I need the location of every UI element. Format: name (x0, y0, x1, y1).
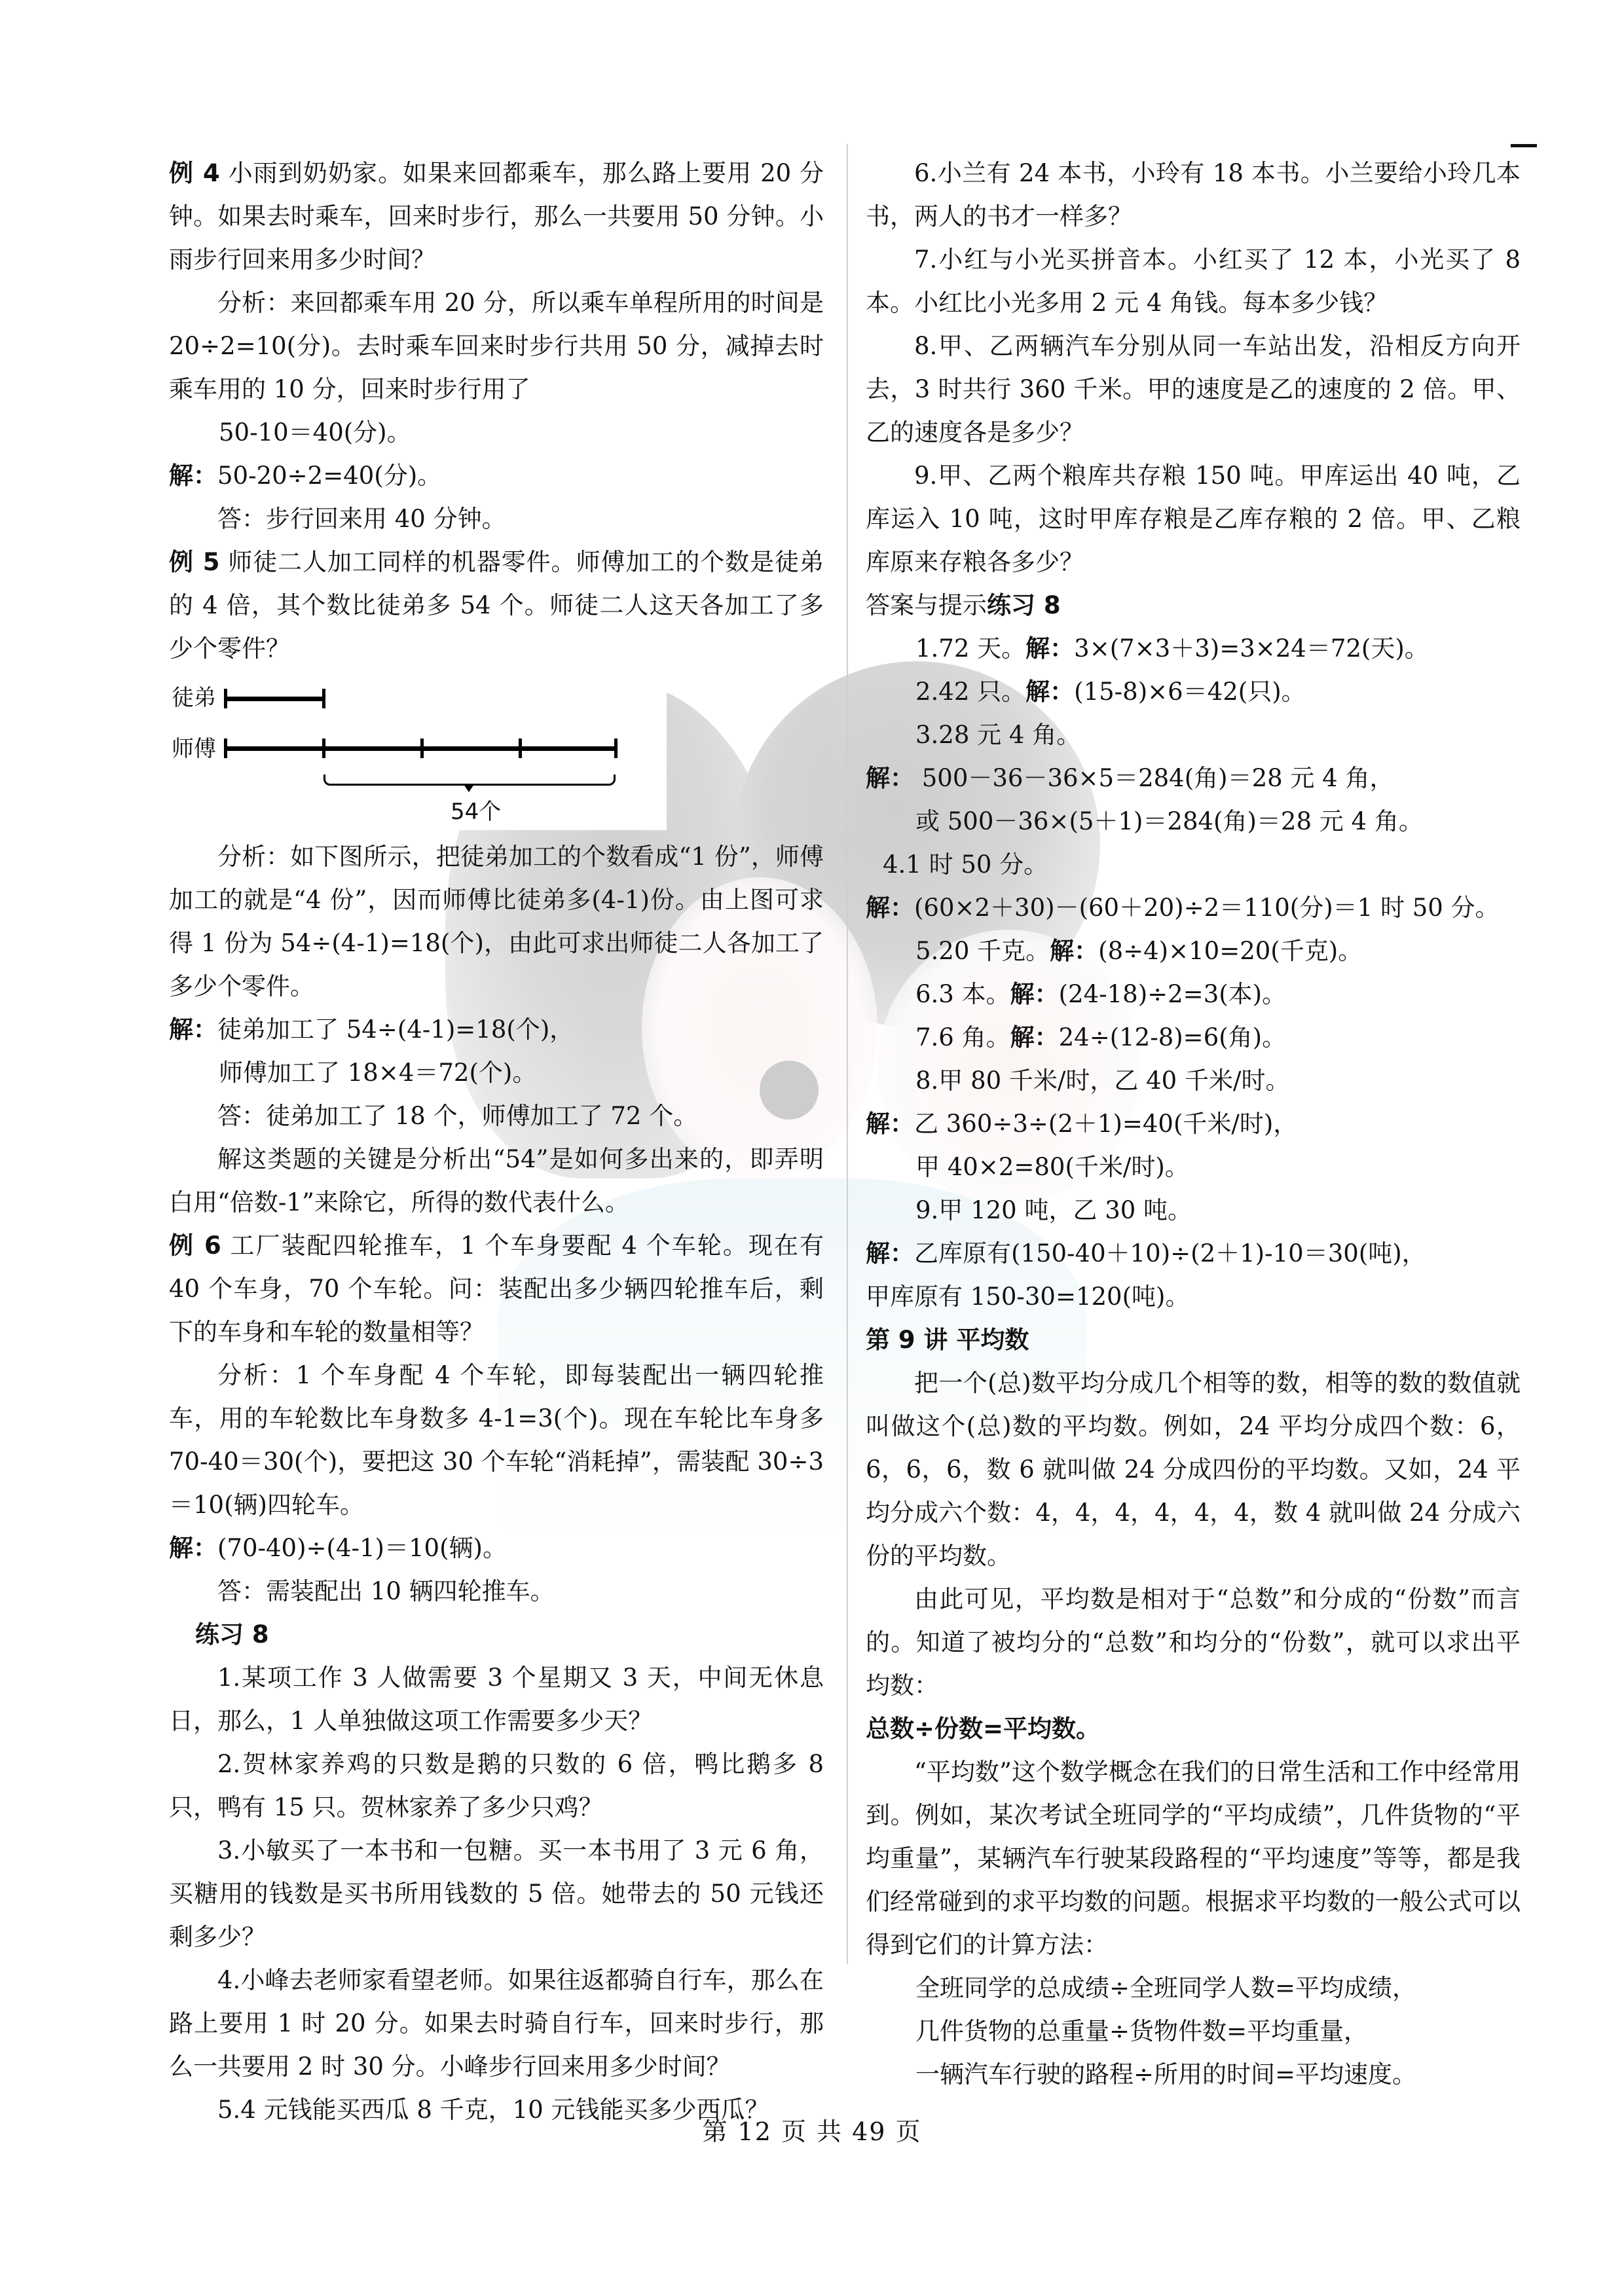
example-6-question: 例 6 工厂装配四轮推车，1 个车身要配 4 个车轮。现在有 40 个车身，70 个车轮。问：装配出多少辆四轮推车后，剩下的车身和车轮的数量相等？ (169, 1231, 824, 1346)
example-6-label: 例 6 (169, 1231, 221, 1260)
example-6 (169, 1224, 824, 1613)
exercise-item-4: 4.小峰去老师家看望老师。如果往返都骑自行车，那么在路上要用 1 时 20 分。如果去时骑自行车，回来时步行，那么一共要用 2 时 30 分。小峰步行回来用多少时间？ (169, 1966, 824, 2081)
example-5 (169, 541, 824, 1224)
lecture-9 (866, 1319, 1521, 2096)
example-5-analysis: 分析：如下图所示，把徒弟加工的个数看成“1 份”，师傅加工的就是“4 份”，因而师傅比徒弟多(4-1)份。由上图可求得 1 份为 54÷(4-1)=18(个)，由此可求出师徒二人各加工了多少个零件。 (169, 843, 824, 1000)
diagram-tick (614, 738, 618, 758)
answer-1: 1.72 天。解：3×(7×3＋3)=3×24＝72(天)。 (915, 634, 1429, 663)
example-5-question: 例 5 师徒二人加工同样的机器零件。师傅加工的个数是徒弟的 4 倍，其个数比徒弟多 54 个。师徒二人这天各加工了多少个零件？ (169, 548, 824, 663)
diagram-tick (322, 689, 325, 708)
exercise-8-title: 练习 8 (195, 1620, 269, 1649)
example-6-answer: 答：需装配出 10 辆四轮推车。 (217, 1577, 555, 1605)
formula-average-score: 全班同学的总成绩÷全班同学人数=平均成绩， (915, 1974, 1417, 2002)
exercise-8-continued (866, 152, 1521, 584)
answer-8-solution-1: 解：乙 360÷3÷(2＋1)=40(千米/时)， (866, 1110, 1298, 1138)
diagram-label-master: 师傅 (172, 736, 216, 762)
answer-9: 9.甲 120 吨，乙 30 吨。 (915, 1196, 1192, 1224)
answer-4: 4.1 时 50 分。 (883, 850, 1048, 879)
exercise-8 (169, 1613, 824, 2132)
example-5-label: 例 5 (169, 548, 220, 576)
answers-title: 答案与提示练习 8 (866, 591, 1061, 619)
brace-point (464, 784, 474, 792)
answer-3: 3.28 元 4 角。 (915, 721, 1081, 749)
exercise-item-6: 6.小兰有 24 本书，小玲有 18 本书。小兰要给小玲几本书，两人的书才一样多？ (866, 159, 1521, 230)
formula-average-speed: 一辆汽车行驶的路程÷所用的时间=平均速度。 (915, 2060, 1417, 2088)
lecture-9-paragraph-1: 把一个(总)数平均分成几个相等的数，相等的数的数值就叫做这个(总)数的平均数。例如，24 平均分成四个数：6，6，6，6，数 6 就叫做 24 分成四份的平均数。又如，24 平均分成六个数：4，4，4，4，4，4，数 4 就叫做 24 分成六份的平均数。 (866, 1369, 1521, 1570)
diagram-tick (224, 738, 227, 758)
right-column (866, 152, 1521, 2096)
column-divider (847, 144, 848, 1964)
diagram-tick (420, 738, 424, 758)
example-4-solution: 解：50-20÷2=40(分)。 (169, 462, 442, 490)
answer-9-solution-1: 解：乙库原有(150-40＋10)÷(2＋1)-10＝30(吨)， (866, 1239, 1426, 1267)
answer-3-solution-2: 或 500－36×(5＋1)＝284(角)＝28 元 4 角。 (915, 807, 1423, 835)
lecture-9-title: 第 9 讲 平均数 (866, 1326, 1029, 1354)
average-formula: 总数÷份数=平均数。 (866, 1715, 1101, 1743)
lecture-9-paragraph-3: “平均数”这个数学概念在我们的日常生活和工作中经常用到。例如，某次考试全班同学的“平均成绩”，几件货物的“平均重量”，某辆汽车行驶某段路程的“平均速度”等等，都是我们经常碰到的求平均数的问题。根据求平均数的一般公式可以得到它们的计算方法： (866, 1758, 1521, 1959)
example-4-analysis: 分析：来回都乘车用 20 分，所以乘车单程所用的时间是 20÷2=10(分)。去时乘车回来时步行共用 50 分，减掉去时乘车用的 10 分，回来时步行用了 (169, 289, 824, 403)
exercise-item-3: 3.小敏买了一本书和一包糖。买一本书用了 3 元 6 角，买糖用的钱数是买书所用钱数的 5 倍。她带去的 50 元钱还剩多少？ (169, 1836, 824, 1951)
answer-8: 8.甲 80 千米/时，乙 40 千米/时。 (915, 1066, 1290, 1095)
header-dash (1511, 144, 1537, 147)
example-4-calc: 50-10＝40(分)。 (219, 418, 411, 446)
apprentice-segment (224, 697, 325, 701)
diagram-tick (322, 738, 325, 758)
exercise-item-8: 8.甲、乙两辆汽车分别从同一车站出发，沿相反方向开去，3 时共行 360 千米。甲的速度是乙的速度的 2 倍。甲、乙的速度各是多少？ (866, 332, 1521, 446)
example-5-solution-1: 解：徒弟加工了 54÷(4-1)=18(个)， (169, 1015, 574, 1044)
answer-9-solution-2: 甲库原有 150-30=120(吨)。 (866, 1283, 1190, 1311)
exercise-item-2: 2.贺林家养鸡的只数是鹅的只数的 6 倍，鸭比鹅多 8 只，鸭有 15 只。贺林家养了多少只鸡？ (169, 1750, 824, 1821)
exercise-item-7: 7.小红与小光买拼音本。小红买了 12 本，小光买了 8 本。小红比小光多用 2 元 4 角钱。每本多少钱？ (866, 246, 1521, 317)
page-footer: 第 12 页 共 49 页 (702, 2117, 922, 2146)
diagram-tick (519, 738, 522, 758)
line-segment-diagram (169, 680, 667, 830)
example-4-answer: 答：步行回来用 40 分钟。 (217, 505, 506, 533)
example-6-analysis: 分析：1 个车身配 4 个车轮，即每装配出一辆四轮推车，用的车轮数比车身数多 4-1=3(个)。现在车轮比车身多 70-40＝30(个)，要把这 30 个车轮“消耗掉”，需装配 30÷3＝10(辆)四轮车。 (169, 1361, 824, 1519)
left-column (169, 152, 824, 2132)
answer-6: 6.3 本。解：(24-18)÷2=3(本)。 (915, 980, 1287, 1008)
lecture-9-paragraph-2: 由此可见，平均数是相对于“总数”和分成的“份数”而言的。知道了被均分的“总数”和均分的“份数”，就可以求出平均数： (866, 1585, 1521, 1700)
example-5-solution-2: 师傅加工了 18×4＝72(个)。 (219, 1059, 537, 1087)
answer-3-solution-1: 解： 500－36－36×5＝284(角)＝28 元 4 角， (866, 764, 1394, 792)
diagram-brace-label: 54个 (451, 799, 502, 825)
example-4-question: 例 4 小雨到奶奶家。如果来回都乘车，那么路上要用 20 分钟。如果去时乘车，回来时步行，那么一共要用 50 分钟。小雨步行回来用多少时间？ (169, 159, 824, 274)
answer-2: 2.42 只。解：(15-8)×6＝42(只)。 (915, 678, 1306, 706)
exercise-item-9: 9.甲、乙两个粮库共存粮 150 吨。甲库运出 40 吨，乙库运入 10 吨，这时甲库存粮是乙库存粮的 2 倍。甲、乙粮库原来存粮各多少？ (866, 462, 1521, 576)
exercise-item-5: 5.4 元钱能买西瓜 8 千克，10 元钱能买多少西瓜？ (217, 2096, 769, 2124)
answer-4-solution: 解：(60×2＋30)－(60＋20)÷2＝110(分)＝1 时 50 分。 (866, 894, 1500, 922)
answers-section (866, 584, 1521, 1319)
answer-7: 7.6 角。解：24÷(12-8)=6(角)。 (915, 1023, 1287, 1051)
diagram-label-apprentice: 徒弟 (172, 685, 216, 711)
example-4 (169, 152, 824, 541)
example-5-answer: 答：徒弟加工了 18 个，师傅加工了 72 个。 (217, 1102, 698, 1130)
exercise-item-1: 1.某项工作 3 人做需要 3 个星期又 3 天，中间无休息日，那么，1 人单独做这项工作需要多少天？ (169, 1664, 824, 1735)
formula-average-weight: 几件货物的总重量÷货物件数=平均重量， (915, 2017, 1369, 2045)
example-5-note: 解这类题的关键是分析出“54”是如何多出来的，即弄明白用“倍数-1”来除它，所得的数代表什么。 (169, 1145, 824, 1216)
example-4-label: 例 4 (169, 159, 220, 187)
answer-8-solution-2: 甲 40×2=80(千米/时)。 (915, 1153, 1189, 1181)
answer-5: 5.20 千克。解：(8÷4)×10=20(千克)。 (915, 937, 1363, 965)
example-6-solution: 解：(70-40)÷(4-1)＝10(辆)。 (169, 1534, 507, 1562)
